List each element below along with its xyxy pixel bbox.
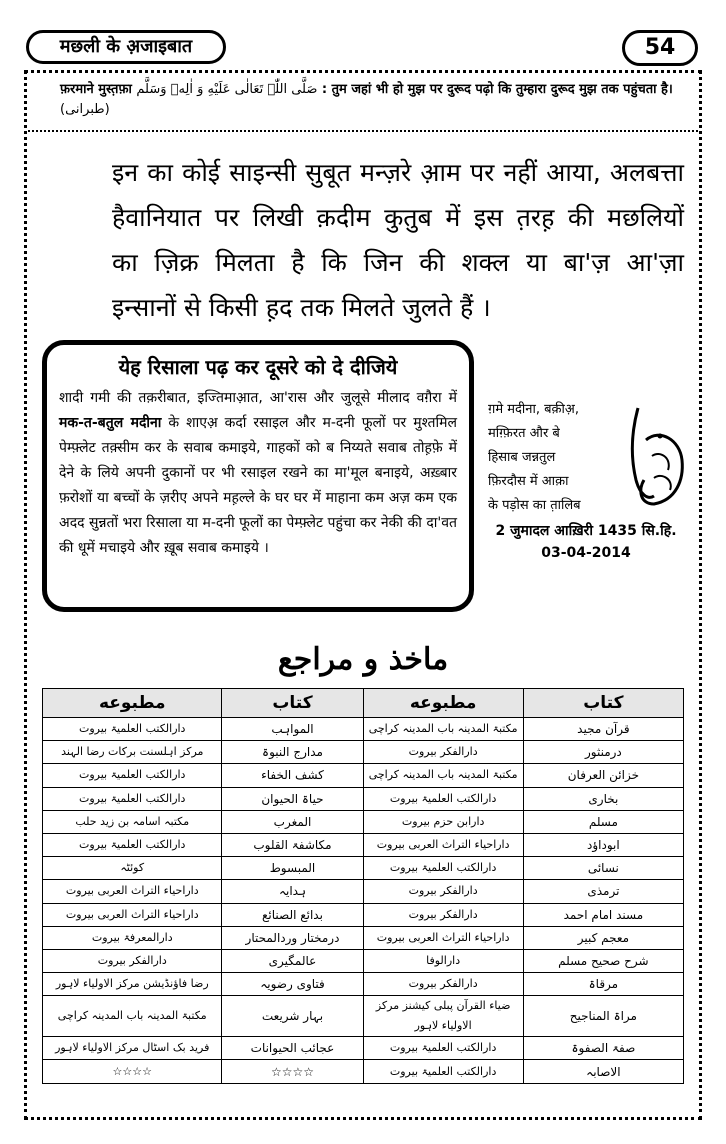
table-row — [43, 1060, 684, 1083]
hadith-divider — [28, 130, 698, 132]
table-row — [43, 949, 684, 972]
column-header: مطبوعه — [363, 689, 523, 718]
book-title-cell: ہدایہ — [222, 880, 363, 903]
publisher-cell: داراحیاء التراث العربی بیروت — [363, 926, 523, 949]
signature-seal-icon — [620, 400, 690, 510]
book-title-cell: المغرب — [222, 810, 363, 833]
book-title-cell: مرقاۃ — [523, 973, 683, 996]
hadith-source: (طبرانی) — [60, 102, 110, 117]
book-title-cell: قرآن مجید — [523, 718, 683, 741]
book-title-cell: ترمذی — [523, 880, 683, 903]
book-title-cell: بدائع الصنائع — [222, 903, 363, 926]
publisher-cell: دارالکتب العلمیۃ بیروت — [363, 787, 523, 810]
notice-text — [59, 386, 457, 561]
publisher-cell: دارابن حزم بیروت — [363, 810, 523, 833]
column-header: کتاب — [523, 689, 683, 718]
body-paragraph — [112, 150, 684, 330]
publisher-cell: مکتبۃ المدینہ باب المدینہ کراچی — [363, 718, 523, 741]
book-title-cell: درمختار وردالمحتار — [222, 926, 363, 949]
book-title-cell: عجائب الحیوانات — [222, 1037, 363, 1060]
dua-line: ग़मे मदीना, बक़ीअ़, — [488, 402, 579, 417]
publisher-cell: دارالوفا — [363, 949, 523, 972]
book-title-cell: ابوداؤد — [523, 833, 683, 856]
publisher-cell: دارالکتب العلمیۃ بیروت — [43, 764, 222, 787]
publisher-cell: دارالفکر بیروت — [43, 949, 222, 972]
table-row — [43, 926, 684, 949]
body-line: इन्सानों से किसी ह़द तक मिलते जुलते हैं । — [112, 293, 491, 322]
book-title-cell: مدارج النبوۃ — [222, 741, 363, 764]
hadith-text: : तुम जहां भी हो मुझ पर दुरूद पढ़ो कि तुम्हारा दुरूद मुझ तक पहुंचता है। — [321, 82, 673, 97]
signature-dates — [476, 520, 696, 564]
body-line: का ज़िक्र मिलता है कि जिन की शक्ल या बा'ज़ आ'ज़ा — [112, 248, 684, 277]
column-header: کتاب — [222, 689, 363, 718]
book-title-cell: عالمگیری — [222, 949, 363, 972]
references-table — [42, 688, 684, 1084]
book-title-cell: ☆☆☆☆ — [222, 1060, 363, 1083]
book-title-cell: فتاوی رضویہ — [222, 973, 363, 996]
hadith-line — [60, 80, 696, 120]
dua-line: फ़िरदौस में आक़ा — [488, 474, 569, 489]
book-title-cell: المواہب — [222, 718, 363, 741]
book-title-cell: شرح صحیح مسلم — [523, 949, 683, 972]
publisher-cell: دارالکتب العلمیۃ بیروت — [43, 833, 222, 856]
book-title-cell: مراۃ المناجیح — [523, 996, 683, 1037]
table-row — [43, 787, 684, 810]
table-row — [43, 857, 684, 880]
gregorian-date: 03-04-2014 — [541, 545, 631, 561]
table-row — [43, 996, 684, 1037]
notice-title: येह रिसाला पढ़ कर दूसरे को दे दीजिये — [118, 355, 398, 379]
publisher-cell: رضا فاؤنڈیشن مرکز الاولیاء لاہور — [43, 973, 222, 996]
dua-line: के पड़ोस का त़ालिब — [488, 498, 581, 513]
publisher-name: मक-त-बतुल मदीना — [59, 415, 162, 431]
publisher-cell: دارالکتب العلمیۃ بیروت — [363, 1060, 523, 1083]
table-row — [43, 973, 684, 996]
publisher-cell: مکتبۃ المدینہ باب المدینہ کراچی — [43, 996, 222, 1037]
notice-text-b: के शाएअ़ कर्दा रसाइल और म-दनी फूलों पर मुश्तमिल पेम्फ़्लेट तक़्सीम कर के सवाब कमाइये, गाहकों को ब निय्यते सवाब तोह़फ़े में देने के लिये अपनी दुकानों पर भी रसाइल रखने का मा'मूल बनाइये, अख़्बार फ़रोशों या बच्चों के ज़रीए अपने मह़ल्ले के घर घर में माहाना कम अज़ कम एक अदद सुन्नतों भरा रिसाला या म-दनी फूलों का पेम्फ़्लेट पहुंचा कर नेकी की दा'वत की धूमें मचाइये और ख़ूब सवाब कमाइये । — [59, 415, 457, 556]
publisher-cell: دارالکتب العلمیۃ بیروت — [363, 1037, 523, 1060]
book-title-cell: مسند امام احمد — [523, 903, 683, 926]
body-line: हैवानियात पर लिखी क़दीम कुतुब में इस त़रह़ की मछलियों — [112, 203, 684, 232]
publisher-cell: دارالفکر بیروت — [363, 741, 523, 764]
book-title-cell: بہار شریعت — [222, 996, 363, 1037]
book-title-cell: درمنثور — [523, 741, 683, 764]
salutation-text: صَلَّی اللّٰہ تَعَالٰی عَلَيْهِ وَ اٰلِهٖ وَسَلَّم — [136, 82, 318, 97]
publisher-cell: ☆☆☆☆ — [43, 1060, 222, 1083]
publisher-cell: دارالفکر بیروت — [363, 973, 523, 996]
table-row — [43, 880, 684, 903]
table-header-row — [43, 689, 684, 718]
book-title-cell: نسائی — [523, 857, 683, 880]
dua-line: हिसाब जन्नतुल — [488, 450, 556, 465]
publisher-cell: دارالکتب العلمیۃ بیروت — [43, 718, 222, 741]
table-row — [43, 833, 684, 856]
publisher-cell: داراحیاء التراث العربی بیروت — [43, 903, 222, 926]
publisher-cell: ضیاء القرآن پبلی کیشنز مرکز الاولیاء لاہور — [363, 996, 523, 1037]
notice-box — [42, 340, 474, 612]
publisher-cell: کوئٹہ — [43, 857, 222, 880]
book-title-cell: الاصابہ — [523, 1060, 683, 1083]
table-row — [43, 903, 684, 926]
publisher-cell: مرکز اہلسنت برکات رضا الہند — [43, 741, 222, 764]
book-title-cell: خزائن العرفان — [523, 764, 683, 787]
publisher-cell: دارالفکر بیروت — [363, 903, 523, 926]
publisher-cell: دارالفکر بیروت — [363, 880, 523, 903]
publisher-cell: مکتبۃ المدینہ باب المدینہ کراچی — [363, 764, 523, 787]
book-title-cell: بخاری — [523, 787, 683, 810]
publisher-cell: مکتبہ اسامہ بن زید حلب — [43, 810, 222, 833]
book-title-cell: مکاشفۃ القلوب — [222, 833, 363, 856]
table-row — [43, 741, 684, 764]
book-title: मछली के अ़जाइबात — [26, 30, 226, 64]
dua-text — [488, 398, 618, 518]
publisher-cell: دارالمعرفۃ بیروت — [43, 926, 222, 949]
book-title-cell: مسلم — [523, 810, 683, 833]
publisher-cell: دارالکتب العلمیۃ بیروت — [43, 787, 222, 810]
hadith-label: फ़रमाने मुस्त़फ़ा — [60, 82, 132, 97]
table-row — [43, 764, 684, 787]
references-title: ماخذ و مراجع — [277, 642, 449, 677]
publisher-cell: داراحیاء التراث العربی بیروت — [363, 833, 523, 856]
table-row — [43, 810, 684, 833]
book-title-cell: صفۃ الصفوۃ — [523, 1037, 683, 1060]
book-title-cell: المبسوط — [222, 857, 363, 880]
book-title-cell: معجم کبیر — [523, 926, 683, 949]
publisher-cell: دارالکتب العلمیۃ بیروت — [363, 857, 523, 880]
publisher-cell: داراحیاء التراث العربی بیروت — [43, 880, 222, 903]
notice-text-a: शादी गमी की तक़रीबात, इज्तिमाआ़त, आ'रास और जुलूसे मीलाद वग़ैरा में — [59, 390, 457, 406]
body-line: इन का कोई साइन्सी सुबूत मन्ज़रे आ़म पर नहीं आया, अलबत्ता — [112, 158, 684, 187]
hijri-date: 2 जुमादल आख़िरी 1435 सि.हि. — [495, 523, 677, 539]
book-title-cell: حیاۃ الحیوان — [222, 787, 363, 810]
table-row — [43, 718, 684, 741]
book-title-cell: کشف الخفاء — [222, 764, 363, 787]
table-row — [43, 1037, 684, 1060]
publisher-cell: فرید بک اسٹال مرکز الاولیاء لاہور — [43, 1037, 222, 1060]
column-header: مطبوعه — [43, 689, 222, 718]
dua-line: मग़्फ़िरत और बे — [488, 426, 560, 441]
page-number: 54 — [622, 30, 698, 66]
